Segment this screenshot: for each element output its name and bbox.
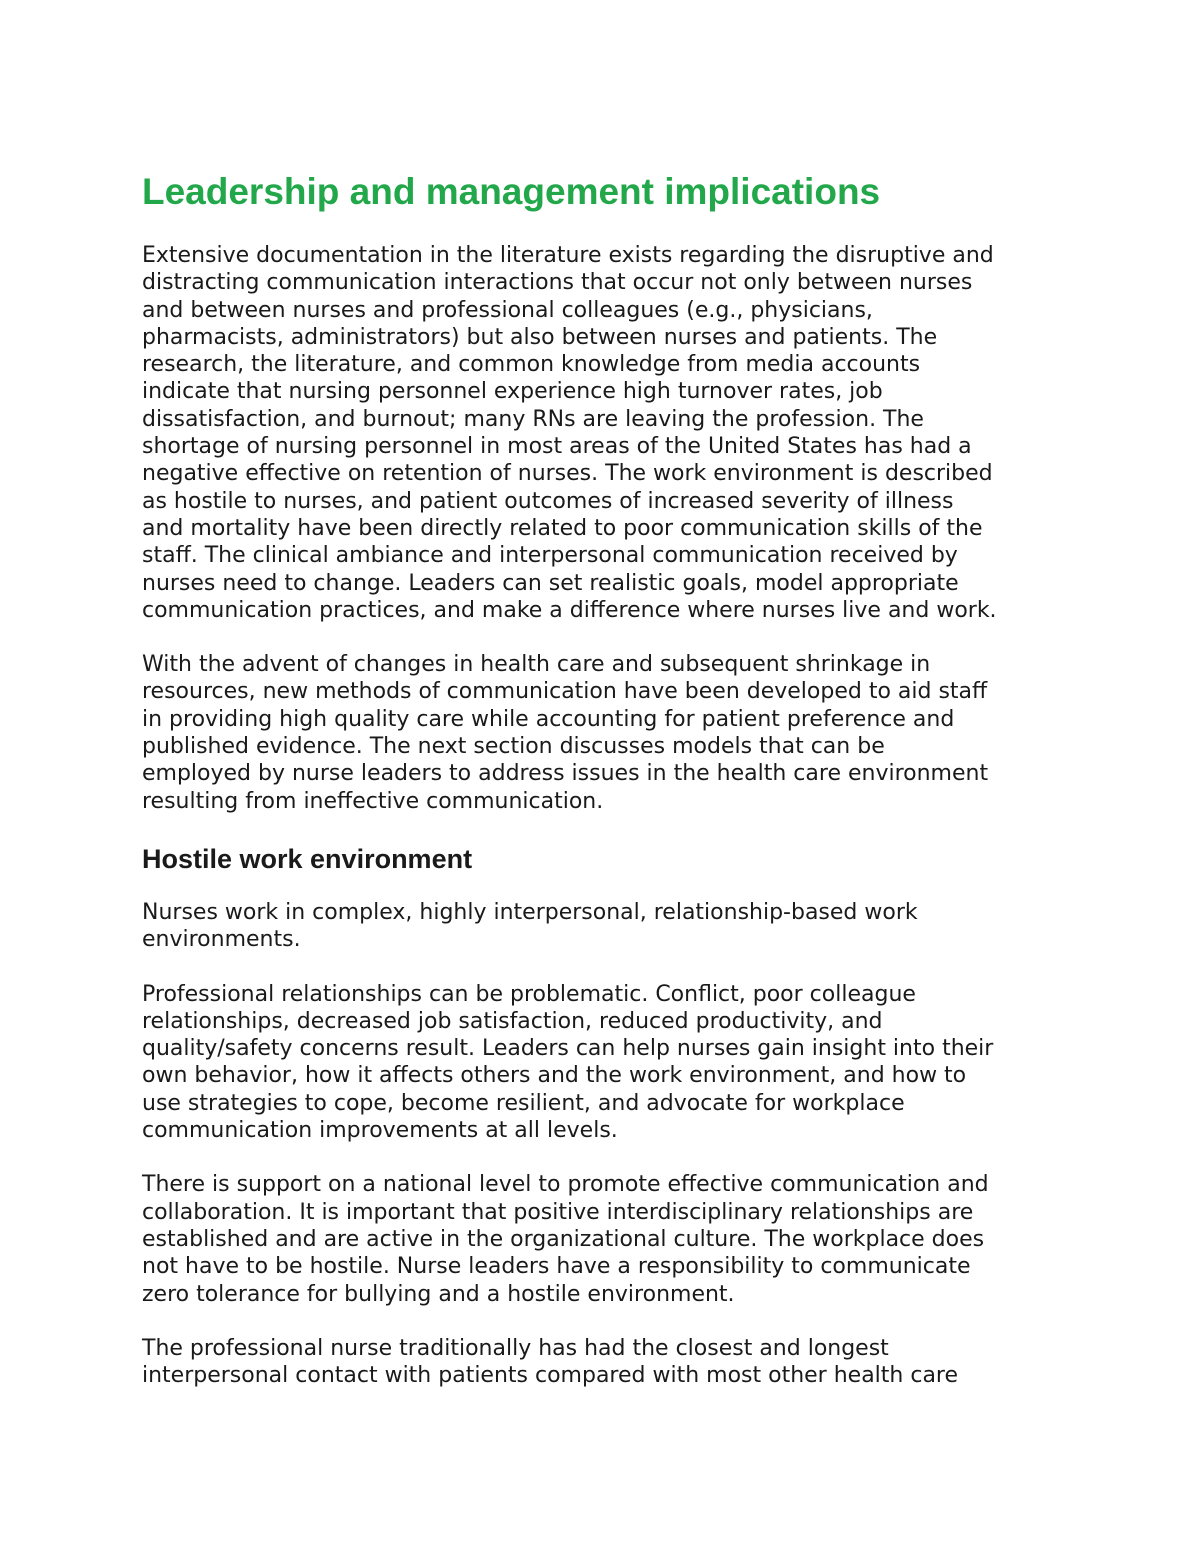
paragraph: With the advent of changes in health care and subsequent shrinkage in resources, new methods of communication have been developed to aid staff in providing high quality care while accounting for patient preference and published evidence. The next section discusses models that can be employed by nurse leaders to address issues in the health care environment resulting from ineffective communication.: [142, 652, 989, 814]
document-content: [142, 170, 1072, 1416]
paragraph: Professional relationships can be problematic. Conflict, poor colleague relationships, decreased job satisfaction, reduced productivity, and quality/safety concerns result. Leaders can help nurses gain insight into their own behavior, how it affects others and the work environment, and how to use strategies to cope, become resilient, and advocate for workplace communication improvements at all levels.: [142, 981, 994, 1144]
paragraph: There is support on a national level to promote effective communication and collaboration. It is important that positive interdisciplinary relationships are established and are active in the organizational culture. The workplace does not have to be hostile. Nurse leaders have a responsibility to communicate zero tolerance for bullying and a hostile environment.: [142, 1172, 989, 1307]
paragraph: The professional nurse traditionally has had the closest and longest interpersonal contact with patients compared with most other health care: [142, 1335, 959, 1389]
paragraph: Nurses work in complex, highly interpersonal, relationship-based work environments.: [142, 899, 918, 953]
section-heading: Hostile work environment: [142, 843, 473, 874]
document-title: Leadership and management implications: [142, 171, 881, 212]
paragraph: Extensive documentation in the literature exists regarding the disruptive and distracting communication interactions that occur not only between nurses and between nurses and professional colleagues (e.g., physicians, pharmacists, administrators) but also between nurses and patients. The research, the literature, and common knowledge from media accounts indicate that nursing personnel experience high turnover rates, job dissatisfaction, and burnout; many RNs are leaving the profession. The shortage of nursing personnel in most areas of the United States has had a negative effective on retention of nurses. The work environment is described as hostile to nurses, and patient outcomes of increased severity of illness and mortality have been directly related to poor communication skills of the staff. The clinical ambiance and interpersonal communication received by nurses need to change. Leaders can set realistic goals, model appropriate communication practices, and make a difference where nurses live and work.: [142, 243, 997, 623]
